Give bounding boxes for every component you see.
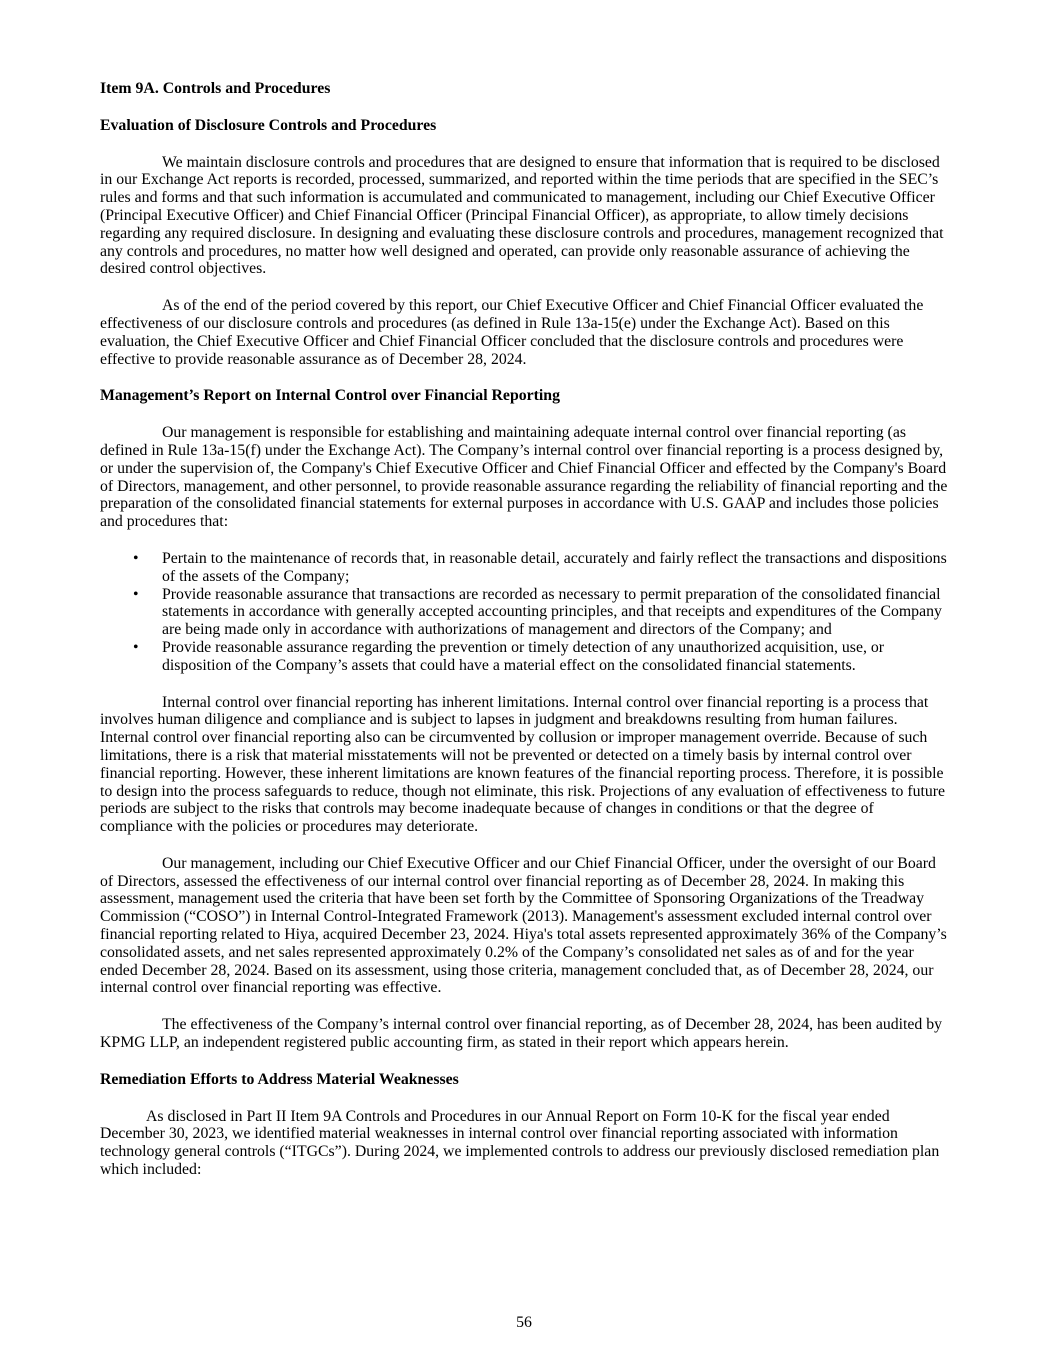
paragraph-disclosure-controls: We maintain disclosure controls and procedures that are designed to ensure that information that is required to be disclosed in our Exchange Act reports is recorded, processed, summarized, and reported within the time periods that are specified in the SEC’s rules and forms and that such information is accumulated and communicated to management, including our Chief Executive Officer (Principal Executive Officer) and Chief Financial Officer (Principal Financial Officer), as appropriate, to allow timely decisions regarding any required disclosure. In designing and evaluating these disclosure controls and procedures, management recognized that any controls and procedures, no matter how well designed and operated, can provide only reasonable assurance of achieving the desired control objectives.: [100, 153, 944, 278]
bullet-text-records: Pertain to the maintenance of records that, in reasonable detail, accurately and fairly reflect the transactions and dispositions of the assets of the Company;: [162, 549, 947, 585]
paragraph-evaluation-conclusion: As of the end of the period covered by this report, our Chief Executive Officer and Chief Financial Officer evaluated the effectiveness of our disclosure controls and procedures (as defined in Rule 13a-15(e) under the Exchange Act). Based on this evaluation, the Chief Executive Officer and Chief Financial Officer concluded that the disclosure controls and procedures were effective to provide reasonable assurance as of December 28, 2024.: [100, 297, 924, 368]
bullet-icon: •: [133, 585, 139, 603]
paragraph-management-responsibility: Our management is responsible for establishing and maintaining adequate internal control over financial reporting (as defined in Rule 13a-15(f) under the Exchange Act). The Company’s internal control over financial reporting is a process designed by, or under the supervision of, the Company's Chief Executive Officer and Chief Financial Officer and effected by the Company's Board of Directors, management, and other personnel, to provide reasonable assurance regarding the reliability of financial reporting and the preparation of the consolidated financial statements for external purposes in accordance with U.S. GAAP and includes those policies and procedures that:: [100, 424, 948, 531]
section-heading-item-9a: Item 9A. Controls and Procedures: [100, 80, 331, 97]
paragraph-remediation-intro: As disclosed in Part II Item 9A Controls and Procedures in our Annual Report on Form 10-K for the fiscal year ended December 30, 2023, we identified material weaknesses in internal control over financial reporting associated with information technology general controls (“ITGCs”). During 2024, we implemented controls to address our previously disclosed remediation plan which included:: [100, 1107, 940, 1179]
bullet-icon: •: [133, 549, 139, 567]
bullet-text-prevention: Provide reasonable assurance regarding the prevention or timely detection of any unauthorized acquisition, use, or disposition of the Company’s assets that could have a material effect on the consolidated financial statements.: [162, 638, 885, 674]
paragraph-kpmg-audit: The effectiveness of the Company’s internal control over financial reporting, as of December 28, 2024, has been audited by KPMG LLP, an independent registered public accounting firm, as stated in their report which appears herein.: [100, 1016, 943, 1052]
page-content: [100, 80, 949, 1198]
bullet-item-records: [100, 550, 949, 586]
subsection-heading-managements-report: Management’s Report on Internal Control over Financial Reporting: [100, 387, 560, 405]
paragraph-management-assessment: Our management, including our Chief Executive Officer and our Chief Financial Officer, under the oversight of our Board of Directors, assessed the effectiveness of our internal control over financial reporting as of December 28, 2024. In making this assessment, management used the criteria that have been set forth by the Committee of Sponsoring Organizations of the Treadway Commission (“COSO”) in Internal Control-Integrated Framework (2013). Management's assessment excluded internal control over financial reporting related to Hiya, acquired December 23, 2024. Hiya's total assets represented approximately 36% of the Company’s consolidated assets, and net sales represented approximately 0.2% of the Company’s consolidated net sales as of and for the year ended December 28, 2024. Based on its assessment, using those criteria, management concluded that, as of December 28, 2024, our internal control over financial reporting was effective.: [100, 854, 947, 997]
paragraph-inherent-limitations: Internal control over financial reporting has inherent limitations. Internal control over financial reporting is a process that involves human diligence and compliance and is subject to lapses in judgment and breakdowns resulting from human failures. Internal control over financial reporting also can be circumvented by collusion or improper management override. Because of such limitations, there is a risk that material misstatements will not be prevented or detected on a timely basis by internal control over financial reporting. However, these inherent limitations are known features of the financial reporting process. Therefore, it is possible to design into the process safeguards to reduce, though not eliminate, this risk. Projections of any evaluation of effectiveness to future periods are subject to the risks that controls may become inadequate because of changes in conditions or that the degree of compliance with the policies or procedures may deteriorate.: [100, 693, 946, 836]
bullet-text-transactions: Provide reasonable assurance that transactions are recorded as necessary to permit preparation of the consolidated financial statements in accordance with generally accepted accounting principles, and that receipts and expenditures of the Company are being made only in accordance with authorizations of management and directors of the Company; and: [162, 585, 942, 639]
subsection-heading-remediation: Remediation Efforts to Address Material Weaknesses: [100, 1070, 459, 1088]
page-number: 56: [516, 1314, 532, 1331]
bullet-item-transactions: [100, 586, 949, 639]
bullet-list-policies: [100, 550, 949, 675]
bullet-item-prevention: [100, 639, 949, 675]
subsection-heading-evaluation: Evaluation of Disclosure Controls and Procedures: [100, 116, 437, 134]
bullet-icon: •: [133, 638, 139, 656]
